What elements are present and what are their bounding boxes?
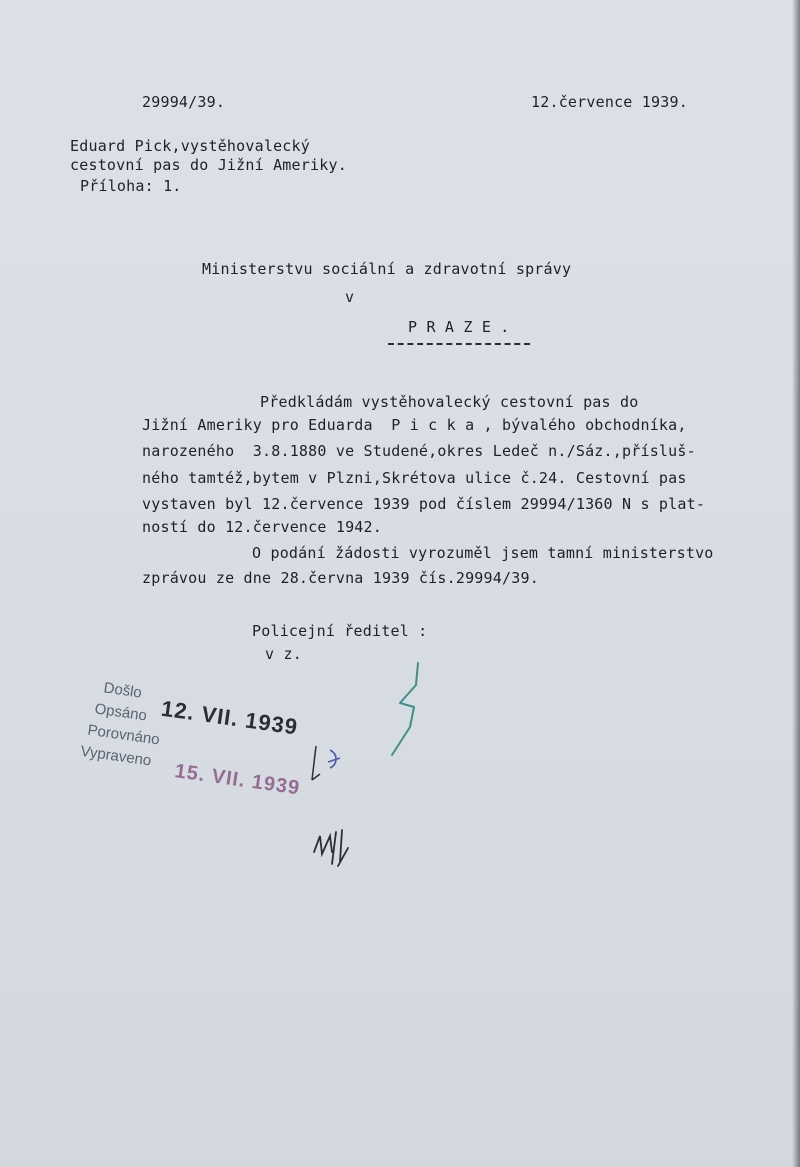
stamp-label-sent: Vypraveno (79, 742, 153, 770)
subject-line-1: Eduard Pick,vystěhovalecký (70, 137, 310, 155)
signatory-title: Policejní ředitel : (252, 622, 428, 640)
handwritten-initials (308, 822, 358, 877)
body-line: ného tamtéž,bytem v Plzni,Skrétova ulice č.24. Cestovní pas (142, 469, 687, 487)
body-line: vystaven byl 12.července 1939 pod číslem 29994/1360 N s plat- (142, 495, 706, 513)
registry-stamp (76, 678, 333, 850)
reference-number: 29994/39. (142, 93, 226, 111)
stamp-received-date: 12. VII. 1939 (159, 695, 300, 740)
body-line: Jižní Ameriky pro Eduarda P i c k a , bývalého obchodníka, (142, 416, 687, 434)
addressee-ministry: Ministerstvu sociální a zdravotní správy (202, 260, 572, 278)
city-underline (388, 343, 530, 345)
stamp-label-received: Došlo (102, 679, 143, 702)
addressee-city: P R A Z E . (408, 318, 510, 336)
body-line: ností do 12.července 1942. (142, 518, 382, 536)
attachment-note: Příloha: 1. (80, 177, 182, 195)
stamp-label-compared: Porovnáno (86, 721, 161, 749)
subject-line-2: cestovní pas do Jižní Ameriky. (70, 156, 347, 174)
body-line: narozeného 3.8.1880 ve Studené,okres Ledeč n./Sáz.,přísluš- (142, 442, 696, 460)
document-date: 12.července 1939. (531, 93, 688, 111)
handwritten-signature (380, 655, 440, 765)
stamp-label-copied: Opsáno (93, 700, 148, 725)
notice-line: zprávou ze dne 28.června 1939 čís.29994/39. (142, 569, 539, 587)
signatory-vz: v z. (265, 645, 302, 663)
stamp-bracket-mark (308, 740, 348, 790)
stamp-sent-date: 15. VII. 1939 (173, 760, 302, 800)
addressee-preposition: v (345, 288, 355, 306)
body-line: Předkládám vystěhovalecký cestovní pas do (260, 393, 639, 411)
notice-line: O podání žádosti vyrozuměl jsem tamní ministerstvo (252, 544, 714, 562)
